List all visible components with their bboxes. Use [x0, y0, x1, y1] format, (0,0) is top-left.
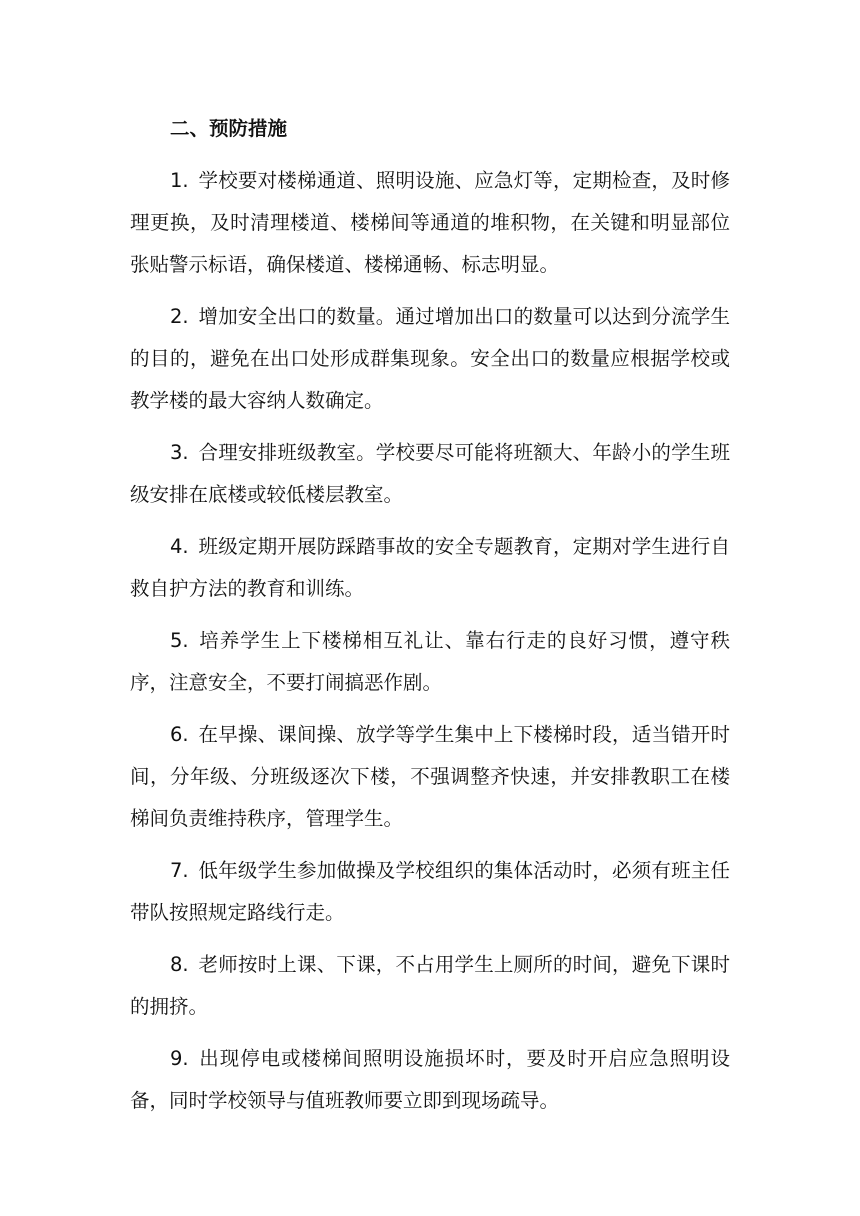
item-text: 合理安排班级教室。学校要尽可能将班额大、年龄小的学生班级安排在底楼或较低楼层教室。 [130, 441, 730, 506]
measure-item-5 [130, 620, 730, 704]
item-text: 培养学生上下楼梯相互礼让、靠右行走的良好习惯，遵守秩序，注意安全，不要打闹搞恶作剧。 [130, 629, 730, 694]
measure-item-9 [130, 1038, 730, 1122]
measure-item-3 [130, 432, 730, 516]
measure-item-7 [130, 850, 730, 934]
section-title: 二、预防措施 [170, 117, 288, 140]
item-text: 低年级学生参加做操及学校组织的集体活动时，必须有班主任带队按照规定路线行走。 [130, 859, 730, 924]
item-number: 7. [170, 859, 189, 882]
item-number: 3. [170, 441, 189, 464]
item-text: 增加安全出口的数量。通过增加出口的数量可以达到分流学生的目的，避免在出口处形成群集现象。安全出口的数量应根据学校或教学楼的最大容纳人数确定。 [130, 305, 730, 412]
measure-item-4 [130, 526, 730, 610]
measure-item-8 [130, 944, 730, 1028]
measure-item-6 [130, 714, 730, 840]
item-number: 4. [170, 535, 189, 558]
measure-item-2 [130, 296, 730, 422]
item-text: 出现停电或楼梯间照明设施损坏时，要及时开启应急照明设备，同时学校领导与值班教师要立即到现场疏导。 [130, 1047, 730, 1112]
item-text: 班级定期开展防踩踏事故的安全专题教育，定期对学生进行自救自护方法的教育和训练。 [130, 535, 730, 600]
item-number: 8. [170, 953, 189, 976]
item-number: 1. [170, 169, 189, 192]
item-number: 2. [170, 305, 189, 328]
document-body [130, 108, 730, 1132]
item-text: 在早操、课间操、放学等学生集中上下楼梯时段，适当错开时间，分年级、分班级逐次下楼，不强调整齐快速，并安排教职工在楼梯间负责维持秩序，管理学生。 [130, 723, 730, 830]
item-text: 老师按时上课、下课，不占用学生上厕所的时间，避免下课时的拥挤。 [130, 953, 730, 1018]
item-text: 学校要对楼梯通道、照明设施、应急灯等，定期检查，及时修理更换，及时清理楼道、楼梯间等通道的堆积物，在关键和明显部位张贴警示标语，确保楼道、楼梯通畅、标志明显。 [130, 169, 730, 276]
item-number: 9. [170, 1047, 189, 1070]
item-number: 5. [170, 629, 189, 652]
measure-item-1 [130, 160, 730, 286]
item-number: 6. [170, 723, 189, 746]
